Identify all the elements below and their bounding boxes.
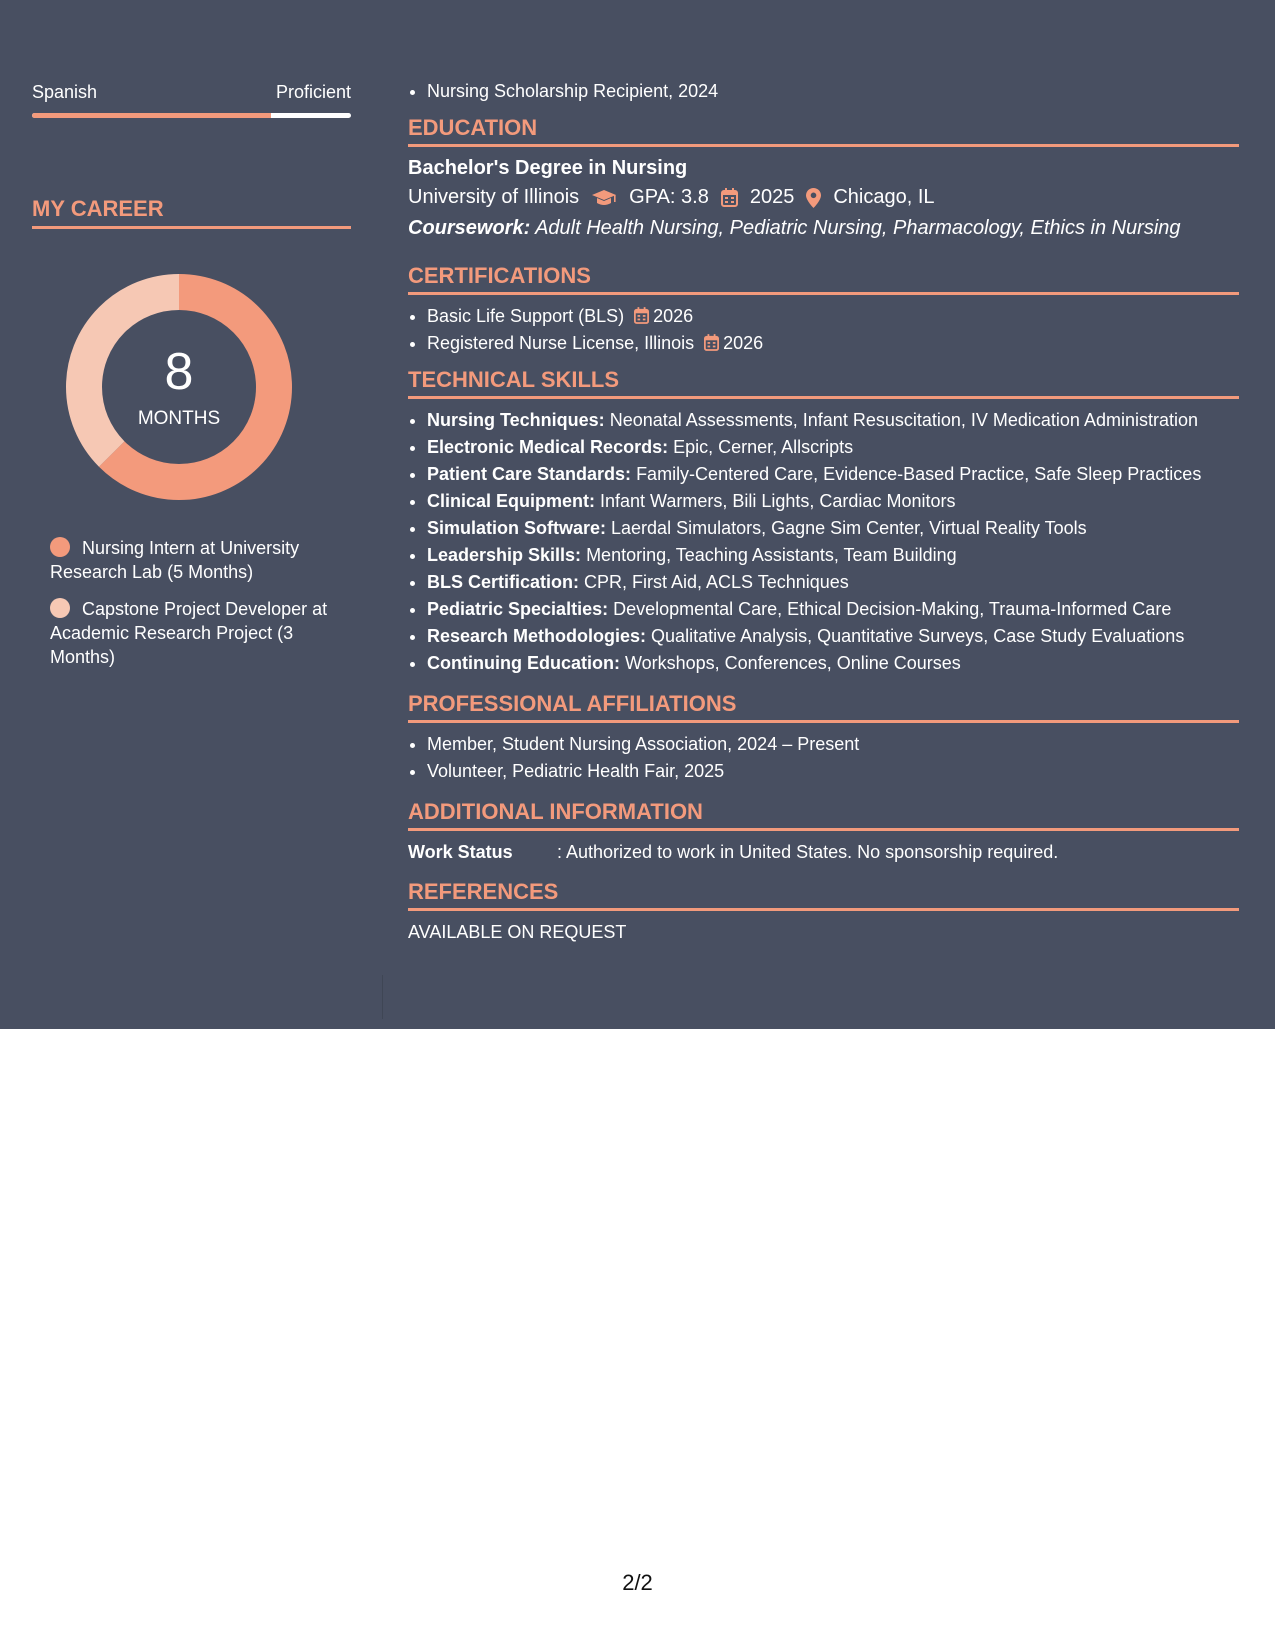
list-item <box>427 303 1239 330</box>
language-name: Spanish <box>32 82 98 102</box>
skill-value: Mentoring, Teaching Assistants, Team Building <box>581 545 957 565</box>
career-item-label: Capstone Project Developer at Academic Research Project (3 Months) <box>50 599 328 667</box>
list-item <box>427 623 1239 650</box>
skill-value: CPR, First Aid, ACLS Techniques <box>579 572 849 592</box>
list-item <box>427 407 1239 434</box>
affiliations-list <box>408 731 1239 785</box>
language-level-bar-fill <box>32 113 271 118</box>
list-item <box>427 330 1239 357</box>
skill-value: Neonatal Assessments, Infant Resuscitation, IV Medication Administration <box>604 410 1198 430</box>
skill-value: Workshops, Conferences, Online Courses <box>619 653 961 673</box>
list-item: • Member, Student Nursing Association, 2024 – Present <box>427 731 1239 758</box>
list-item: • Volunteer, Pediatric Health Fair, 2025 <box>427 758 1239 785</box>
skill-label: Electronic Medical Records: <box>427 437 669 457</box>
list-item <box>427 461 1239 488</box>
skill-label: BLS Certification: <box>427 572 580 592</box>
skill-value: Epic, Cerner, Allscripts <box>668 437 854 457</box>
skill-label: Research Methodologies: <box>427 626 647 646</box>
career-donut-chart <box>66 274 292 500</box>
language-level: Proficient <box>275 82 351 102</box>
additional-info-heading: ADDITIONAL INFORMATION <box>408 799 1239 831</box>
career-total-unit: MONTHS <box>137 408 221 429</box>
skill-value: Infant Warmers, Bili Lights, Cardiac Monitors <box>595 491 956 511</box>
career-heading: MY CAREER <box>32 196 351 229</box>
education-heading: EDUCATION <box>408 115 1239 147</box>
legend-dot <box>50 598 70 618</box>
career-legend-item <box>50 597 340 669</box>
graduation-cap-icon <box>591 189 617 207</box>
certification-year: 2026 <box>653 306 694 326</box>
coursework-text: Adult Health Nursing, Pediatric Nursing, Pharmacology, Ethics in Nursing <box>530 217 1181 239</box>
coursework <box>408 213 1239 243</box>
donut-center <box>66 274 292 500</box>
skill-value: Family-Centered Care, Evidence-Based Practice, Safe Sleep Practices <box>631 464 1202 484</box>
page-number: 2/2 <box>622 1570 653 1595</box>
certification-year: 2026 <box>723 333 764 353</box>
work-status-label: Work Status <box>408 842 513 862</box>
skill-label: Nursing Techniques: <box>427 410 605 430</box>
certification-name: Basic Life Support (BLS) <box>427 306 625 326</box>
work-status <box>408 839 1239 865</box>
career-legend <box>50 536 340 682</box>
list-item <box>427 515 1239 542</box>
certifications-list <box>408 303 1239 357</box>
legend-dot <box>50 537 70 557</box>
skill-label: Leadership Skills: <box>427 545 582 565</box>
references-text: AVAILABLE ON REQUEST <box>408 922 627 942</box>
career-total-number: 8 <box>164 343 194 401</box>
skill-value: Developmental Care, Ethical Decision-Making, Trauma-Informed Care <box>608 599 1172 619</box>
list-item <box>427 488 1239 515</box>
school-name: University of Illinois <box>408 186 580 208</box>
references-heading: REFERENCES <box>408 879 1239 911</box>
list-item: • Nursing Scholarship Recipient, 2024 <box>427 78 1239 105</box>
language-level-bar <box>32 113 351 118</box>
school-location: Chicago, IL <box>833 186 935 208</box>
list-item <box>427 542 1239 569</box>
calendar-icon <box>634 307 649 324</box>
column-divider <box>382 975 383 1019</box>
education-meta <box>408 182 1239 213</box>
list-item <box>427 650 1239 677</box>
calendar-icon <box>704 334 719 351</box>
certification-name: Registered Nurse License, Illinois <box>427 333 695 353</box>
skill-label: Continuing Education: <box>427 653 620 673</box>
technical-skills-heading: TECHNICAL SKILLS <box>408 367 1239 399</box>
degree-title: Bachelor's Degree in Nursing <box>408 157 688 179</box>
list-item <box>427 434 1239 461</box>
skill-value: Qualitative Analysis, Quantitative Surveys, Case Study Evaluations <box>646 626 1185 646</box>
technical-skills-list <box>408 407 1239 677</box>
language-skill <box>32 82 351 118</box>
skill-label: Simulation Software: <box>427 518 607 538</box>
coursework-label: Coursework: <box>408 217 531 239</box>
career-item-label: Nursing Intern at University Research Lab (5 Months) <box>50 538 300 582</box>
skill-value: Laerdal Simulators, Gagne Sim Center, Virtual Reality Tools <box>606 518 1087 538</box>
skill-label: Patient Care Standards: <box>427 464 632 484</box>
main-column <box>408 78 1239 945</box>
list-item <box>427 569 1239 596</box>
list-item <box>427 596 1239 623</box>
affiliations-heading: PROFESSIONAL AFFILIATIONS <box>408 691 1239 723</box>
skill-label: Pediatric Specialties: <box>427 599 609 619</box>
work-status-value: : Authorized to work in United States. No sponsorship required. <box>557 842 1059 862</box>
map-pin-icon <box>806 188 821 208</box>
graduation-year: 2025 <box>749 186 795 208</box>
skill-label: Clinical Equipment: <box>427 491 596 511</box>
career-legend-item <box>50 536 340 584</box>
awards-list <box>408 78 1239 105</box>
gpa: GPA: 3.8 <box>629 186 709 208</box>
certifications-heading: CERTIFICATIONS <box>408 263 1239 295</box>
calendar-icon <box>721 188 738 207</box>
